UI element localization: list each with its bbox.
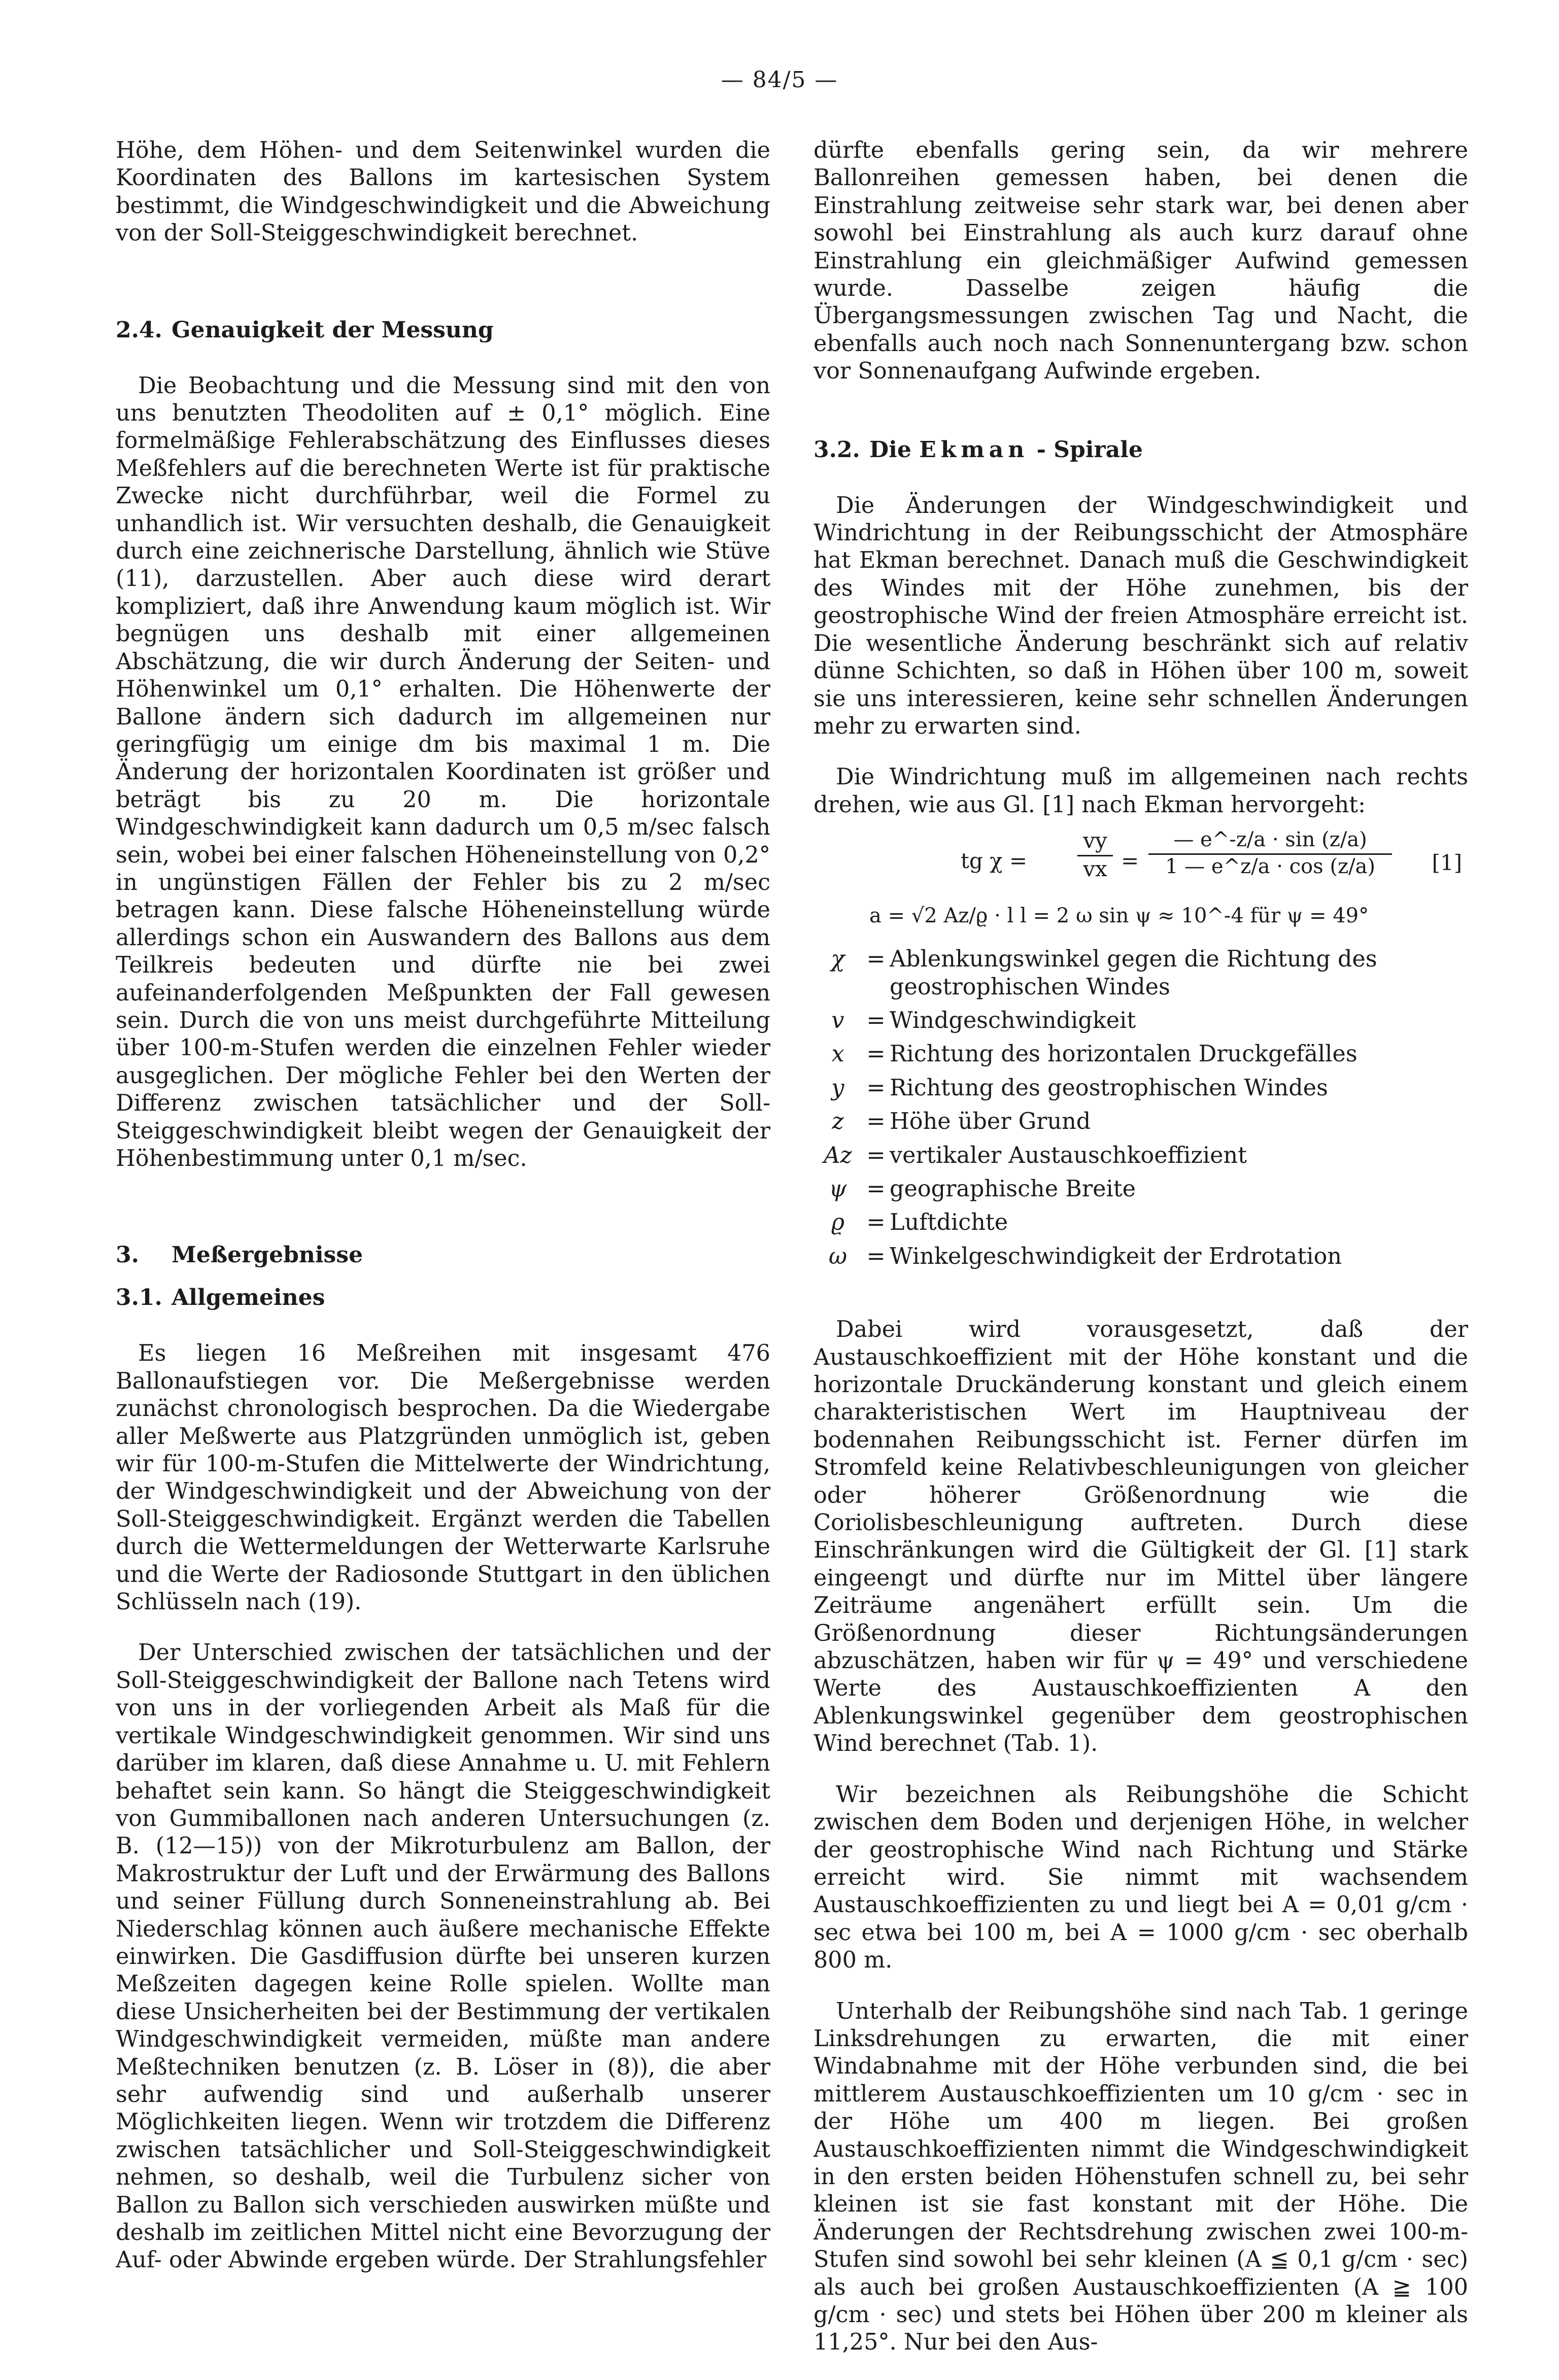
definition-equals: = [866,1007,886,1033]
definition-row [814,1209,1468,1236]
section-3-1-paragraph-1: Es liegen 16 Meßreihen mit insgesamt 476 Ballonaufstiegen vor. Die Meßergebnisse werden zunächst chronologisch besprochen. Da die Wiedergabe aller Meßwerte aus Platzgründen unmöglich ist, geben wir für 100-m-Stufen die Mittelwerte der Windrichtung, der Windgeschwindigkeit und der Abweichung von der Soll-Steiggeschwindigkeit. Ergänzt werden die Tabellen durch die Wettermeldungen der Wetterwarte Karlsruhe und die Werte der Radiosonde Stuttgart in den üblichen Schlüsseln nach (19). [116,1340,770,1615]
definition-row [814,1243,1468,1270]
definition-text: Luftdichte [890,1210,1008,1236]
definition-symbol: v [831,1007,844,1033]
formula-reference: [1] [1432,850,1462,876]
intro-paragraph: Höhe, dem Höhen- und dem Seitenwinkel wurden die Koordinaten des Ballons im kartesischen System bestimmt, die Windgeschwindigkeit und die Abweichung von der Soll-Steiggeschwindigkeit berechnet. [116,137,770,247]
section-3-heading [116,1241,770,1269]
definition-symbol: x [831,1041,844,1067]
section-3-2-paragraph-4: Wir bezeichnen als Reibungshöhe die Schicht zwischen dem Boden und derjenigen Höhe, in welcher der geostrophische Wind nach Richtung und Stärke erreicht wird. Sie nimmt mit wachsendem Austauschkoeffizienten zu und liegt bei A = 0,01 g/cm · sec etwa bei 100 m, bei A = 1000 g/cm · sec oberhalb 800 m. [814,1781,1468,1974]
definition-equals: = [866,1210,886,1236]
section-title: Genauigkeit der Messung [172,317,494,343]
definition-text: vertikaler Austauschkoeffizient [890,1142,1247,1168]
definition-symbol: χ [831,946,845,973]
definition-symbol: ϱ [831,1210,845,1236]
definition-text: Winkelgeschwindigkeit der Erdrotation [890,1243,1342,1269]
definition-symbol: ψ [829,1176,847,1202]
section-title-suffix: - Spirale [1029,436,1143,463]
section-3-2-paragraph-5: Unterhalb der Reibungshöhe sind nach Tab. 1 geringe Linksdrehungen zu erwarten, die mit einer Windabnahme mit der Höhe verbunden sind, die bei mittlerem Austauschkoeffizienten um 10 g/cm · sec in der Höhe um 400 m liegen. Bei großen Austauschkoeffizienten nimmt die Windgeschwindigkeit in den ersten beiden Höhenstufen schnell zu, bei sehr kleinen ist sie fast konstant mit der Höhe. Die Änderungen der Rechtsdrehung zwischen zwei 100-m-Stufen sind sowohl bei sehr kleinen (A ≦ 0,1 g/cm · sec) als auch bei großen Austauschkoeffizienten (A ≧ 100 g/cm · sec) und stets bei Höhen über 200 m kleiner als 11,25°. Nur bei den Aus- [814,1998,1468,2356]
definition-text: Richtung des geostrophischen Windes [890,1075,1328,1101]
section-3-2-paragraph-1: Die Änderungen der Windgeschwindigkeit und Windrichtung in der Reibungsschicht der Atmosphäre hat Ekman berechnet. Danach muß die Geschwindigkeit des Windes mit der Höhe zunehmen, bis der geostrophische Wind der freien Atmosphäre erreicht ist. Die wesentliche Änderung beschränkt sich auf relativ dünne Schichten, so daß in Höhen über 100 m, soweit sie uns interessieren, keine sehr schnellen Änderungen mehr zu erwarten sind. [814,492,1468,739]
section-3-2-paragraph-2: Die Windrichtung muß im allgemeinen nach rechts drehen, wie aus Gl. [1] nach Ekman hervorgeht: [814,764,1468,818]
formula-equals: = [1121,848,1139,874]
formula-lhs: tg χ = [961,848,1028,874]
section-title-name: Ekman [919,436,1029,463]
section-2-4-paragraph: Die Beobachtung und die Messung sind mit den von uns benutzten Theodoliten auf ± 0,1° möglich. Eine formelmäßige Fehlerabschätzung des Einflusses dieses Meßfehlers auf die berechneten Werte ist für praktische Zwecke nicht durchführbar, weil die Formel zu unhandlich ist. Wir versuchten deshalb, die Genauigkeit durch eine zeichnerische Darstellung, ähnlich wie Stüve (11), darzustellen. Aber auch diese wird derart kompliziert, daß ihre Anwendung kaum möglich ist. Wir begnügen uns deshalb mit einer allgemeinen Abschätzung, die wir durch Änderung der Seiten- und Höhenwinkel um 0,1° erhalten. Die Höhenwerte der Ballone ändern sich dadurch im allgemeinen nur geringfügig um einige dm bis maximal 1 m. Die Änderung der horizontalen Koordinaten ist größer und beträgt bis zu 20 m. Die horizontale Windgeschwindigkeit kann dadurch um 0,5 m/sec falsch sein, wobei bei einer falschen Höheneinstellung von 0,2° in ungünstigen Fällen der Fehler bis zu 2 m/sec betragen kann. Diese falsche Höheneinstellung würde allerdings schon ein Auswandern des Ballons aus dem Teilkreis bedeuten und dürfte nie bei zwei aufeinanderfolgenden Meßpunkten der Fall gewesen sein. Durch die von uns meist durchgeführte Mitteilung über 100-m-Stufen werden die einzelnen Fehler wieder ausgeglichen. Der mögliche Fehler bei den Werten der Differenz zwischen tatsächlicher und der Soll-Steiggeschwindigkeit bleibt wegen der Genauigkeit der Höhenbestimmung unter 0,1 m/sec. [116,372,770,1171]
definition-equals: = [866,1109,886,1135]
definition-row [814,1176,1468,1203]
section-number: 3. [116,1242,139,1268]
section-2-4-heading [116,317,770,344]
formula-fraction-1 [1077,828,1113,881]
formula-fraction-1-numerator: vy [1077,828,1113,856]
definition-text: geographische Breite [890,1176,1136,1202]
definition-symbol: y [831,1075,844,1101]
section-number: 3.1. [116,1285,162,1311]
section-number: 2.4. [116,317,162,343]
definition-symbol: ω [828,1243,848,1269]
definition-text: Windgeschwindigkeit [890,1007,1136,1033]
definition-row [814,946,1468,1001]
definition-row [814,1007,1468,1034]
formula-fraction-2-denominator: 1 — e^z/a · cos (z/a) [1165,855,1375,879]
section-title-prefix: Die [869,436,920,463]
formula-line-2: a = √2 Az/ϱ · l l = 2 ω sin ψ ≈ 10^-4 für ψ = 49° [869,904,1369,928]
formula-fraction-1-denominator: vx [1083,856,1107,882]
section-3-2-paragraph-3: Dabei wird vorausgesetzt, daß der Austauschkoeffizient mit der Höhe konstant und die horizontale Druckänderung konstant und gleich einem charakteristischen Wert im Hauptniveau der bodennahen Reibungsschicht ist. Ferner dürfen im Stromfeld keine Relativbeschleunigungen von gleicher oder höherer Größenordnung wie die Coriolisbeschleunigung auftreten. Durch diese Einschränkungen wird die Gültigkeit der Gl. [1] stark eingeengt und dürfte nur im Mittel über längere Zeiträume angenähert erfüllt sein. Um die Größenordnung dieser Richtungsänderungen abzuschätzen, haben wir für ψ = 49° und verschiedene Werte des Austauschkoeffizienten A den Ablenkungswinkel gegenüber dem geostrophischen Wind berechnet (Tab. 1). [814,1317,1468,1757]
definition-text: Ablenkungswinkel gegen die Richtung des geostrophischen Windes [890,946,1377,1000]
formula-fraction-2 [1148,828,1392,878]
section-title: Allgemeines [172,1285,325,1311]
right-column [814,137,1468,2380]
section-3-1-heading [116,1284,770,1312]
definition-equals: = [866,1075,886,1101]
definition-text: Richtung des horizontalen Druckgefälles [890,1041,1358,1067]
section-3-1-paragraph-2: Der Unterschied zwischen der tatsächlichen und der Soll-Steiggeschwindigkeit der Ballone nach Tetens wird von uns in der vorliegenden Arbeit als Maß für die vertikale Windgeschwindigkeit genommen. Wir sind uns darüber im klaren, daß diese Annahme u. U. mit Fehlern behaftet sein kann. So hängt die Steiggeschwindigkeit von Gummiballonen nach anderen Untersuchungen (z. B. (12—15)) von der Mikroturbulenz am Ballon, der Makrostruktur der Luft und der Erwärmung des Ballons und seiner Füllung durch Sonneneinstrahlung ab. Bei Niederschlag können auch äußere mechanische Effekte einwirken. Die Gasdiffusion dürfte bei unseren kurzen Meßzeiten dagegen keine Rolle spielen. Wollte man diese Unsicherheiten bei der Bestimmung der vertikalen Windgeschwindigkeit vermeiden, müßte man andere Meßtechniken benutzen (z. B. Löser in (8)), die aber sehr aufwendig sind und außerhalb unserer Möglichkeiten liegen. Wenn wir trotzdem die Differenz zwischen tatsächlicher und Soll-Steiggeschwindigkeit nehmen, so deshalb, weil die Turbulenz sicher von Ballon zu Ballon sich verschieden auswirken müßte und deshalb im zeitlichen Mittel nicht eine Bevorzugung der Auf- oder Abwinde ergeben würde. Der Strahlungsfehler [116,1640,770,2273]
definition-equals: = [866,1176,886,1202]
definition-text: Höhe über Grund [890,1109,1091,1135]
definition-row [814,1075,1468,1102]
definition-symbol: z [832,1109,844,1135]
definition-row [814,1041,1468,1068]
definition-equals: = [866,1243,886,1269]
page-number: — 84/5 — [721,67,838,93]
formula-fraction-2-numerator: — e^-z/a · sin (z/a) [1148,828,1392,855]
section-number: 3.2. [814,436,860,463]
section-title: Meßergebnisse [172,1242,363,1268]
continuation-paragraph: dürfte ebenfalls gering sein, da wir mehrere Ballonreihen gemessen haben, bei denen die Einstrahlung zeitweise sehr stark war, bei denen aber sowohl bei Einstrahlung als auch kurz darauf ohne Einstrahlung ein gleichmäßiger Aufwind gemessen wurde. Dasselbe zeigen häufig die Übergangsmessungen zwischen Tag und Nacht, die ebenfalls auch noch nach Sonnenuntergang bzw. schon vor Sonnenaufgang Aufwinde ergeben. [814,137,1468,385]
definition-equals: = [866,1041,886,1067]
definition-equals: = [866,946,886,973]
section-3-2-heading [814,436,1468,464]
symbol-definitions [814,946,1468,1270]
ekman-formula [814,828,1468,935]
left-column [116,137,770,2298]
definition-row [814,1108,1468,1135]
definition-symbol: Az [824,1142,852,1168]
definition-row [814,1142,1468,1169]
definition-equals: = [866,1142,886,1168]
